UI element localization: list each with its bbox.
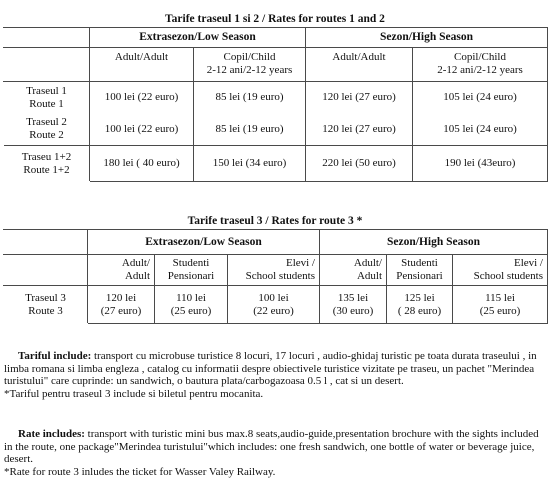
price-cell: 100 lei (22 euro) (90, 82, 194, 114)
pensioners-label: Pensionari (167, 270, 215, 282)
price-euro: ( 28 euro) (397, 304, 442, 317)
price-cell: 105 lei (24 euro) (413, 82, 548, 114)
price-euro: (27 euro) (100, 304, 142, 317)
adult-label-en: Adult (356, 270, 382, 282)
price-euro: (25 euro) (479, 304, 521, 317)
high-child-header (413, 48, 548, 82)
price-cell: 120 lei (27 euro) (306, 114, 413, 146)
route-label (4, 146, 90, 182)
price-euro: (22 euro) (253, 304, 294, 317)
price-cell: 120 lei (27 euro) (306, 82, 413, 114)
students-label: Studenti (172, 257, 210, 269)
corner-cell (4, 230, 88, 255)
adult-label: Adult/ (121, 257, 150, 269)
route-ro: Traseul 1 (26, 84, 67, 97)
price-lei: 120 lei (105, 291, 137, 304)
low-child-header (194, 48, 306, 82)
price-cell: 150 lei (34 euro) (194, 146, 306, 182)
child-label: Copil/Child (454, 51, 506, 63)
table1-title: Tarife traseul 1 si 2 / Rates for routes 1 and 2 (165, 13, 385, 25)
rates-table-routes-1-2 (3, 27, 548, 182)
child-age-label: 2-12 ani/2-12 years (206, 64, 293, 76)
pupils-label: Elevi / (285, 257, 315, 269)
price-cell: 85 lei (19 euro) (194, 82, 306, 114)
price-cell (320, 286, 387, 324)
price-cell (228, 286, 320, 324)
route-label (4, 114, 90, 146)
route-en: Route 2 (29, 129, 64, 142)
price-cell (155, 286, 228, 324)
empty-cell (4, 48, 90, 82)
students-label: Studenti (401, 257, 438, 269)
high-season-header: Sezon/High Season (320, 230, 548, 255)
route-label (4, 82, 90, 114)
adult-header (320, 255, 387, 286)
price-lei: 100 lei (258, 291, 289, 304)
price-cell: 100 lei (22 euro) (90, 114, 194, 146)
pupils-label: Elevi / (513, 257, 543, 269)
students-header (155, 255, 228, 286)
price-euro: (25 euro) (170, 304, 212, 317)
pensioners-label: Pensionari (396, 270, 443, 282)
rates-table-route-3 (3, 229, 548, 324)
high-adult-header: Adult/Adult (306, 48, 413, 82)
route3-en-note: *Rate for route 3 inludes the ticket for Wasser Valey Railway. (4, 465, 276, 478)
empty-cell (4, 255, 88, 286)
price-cell: 220 lei (50 euro) (306, 146, 413, 182)
school-students-label: School students (245, 270, 315, 282)
route-ro: Traseul 2 (26, 116, 67, 129)
price-cell: 180 lei ( 40 euro) (90, 146, 194, 182)
students-header (387, 255, 453, 286)
low-adult-header: Adult/Adult (90, 48, 194, 82)
school-students-header (453, 255, 548, 286)
price-cell: 105 lei (24 euro) (413, 114, 548, 146)
includes-ro-text: transport cu microbuse turistice 8 locuri, 17 locuri , audio-ghidaj turistic pe toata durata traseului , in limba romana si limba engleza , catalog cu informatii despre obiectivele turistice vizitate pe traseu, un pachet "Merindea turistului" care cuprinde: un sandwich, o bautura plata/carbogazoasa 0.5 l , cat si un desert. (4, 350, 537, 388)
corner-cell (4, 28, 90, 48)
includes-ro-label: Tariful include: (18, 350, 92, 362)
adult-header (88, 255, 155, 286)
table2-title: Tarife traseul 3 / Rates for route 3 * (187, 215, 363, 227)
route-en: Route 3 (28, 304, 63, 317)
price-cell: 85 lei (19 euro) (194, 114, 306, 146)
includes-en-label: Rate includes: (18, 428, 85, 440)
route-en: Route 1 (29, 97, 64, 110)
route-ro: Traseul 3 (25, 291, 66, 304)
adult-label: Adult/ (353, 257, 382, 269)
route-label (4, 286, 88, 324)
low-season-header: Extrasezon/Low Season (90, 28, 306, 48)
includes-en-paragraph (4, 428, 548, 478)
route-en: Route 1+2 (23, 163, 70, 176)
price-lei: 125 lei (404, 291, 435, 304)
low-season-header: Extrasezon/Low Season (88, 230, 320, 255)
price-cell (453, 286, 548, 324)
price-cell (387, 286, 453, 324)
school-students-header (228, 255, 320, 286)
price-euro: (30 euro) (332, 304, 374, 317)
route3-ro-note: *Tariful pentru traseul 3 include si biletul pentru mocanita. (4, 387, 264, 400)
price-lei: 115 lei (485, 291, 515, 304)
child-label: Copil/Child (223, 51, 276, 63)
price-lei: 135 lei (337, 291, 369, 304)
includes-en-text: transport with turistic mini bus max.8 seats,audio-guide,presentation brochure with the sights included in the route, one package"Merindea turistului"which includes: one fresh sandwich, one bottle of water or beverage juice, desert. (4, 428, 539, 466)
school-students-label: School students (473, 270, 543, 282)
price-lei: 110 lei (176, 291, 206, 304)
price-cell (88, 286, 155, 324)
includes-ro-paragraph (4, 350, 548, 400)
high-season-header: Sezon/High Season (306, 28, 548, 48)
child-age-label: 2-12 ani/2-12 years (437, 64, 523, 76)
price-cell: 190 lei (43euro) (413, 146, 548, 182)
adult-label-en: Adult (124, 270, 150, 282)
route-ro: Traseu 1+2 (21, 150, 72, 163)
